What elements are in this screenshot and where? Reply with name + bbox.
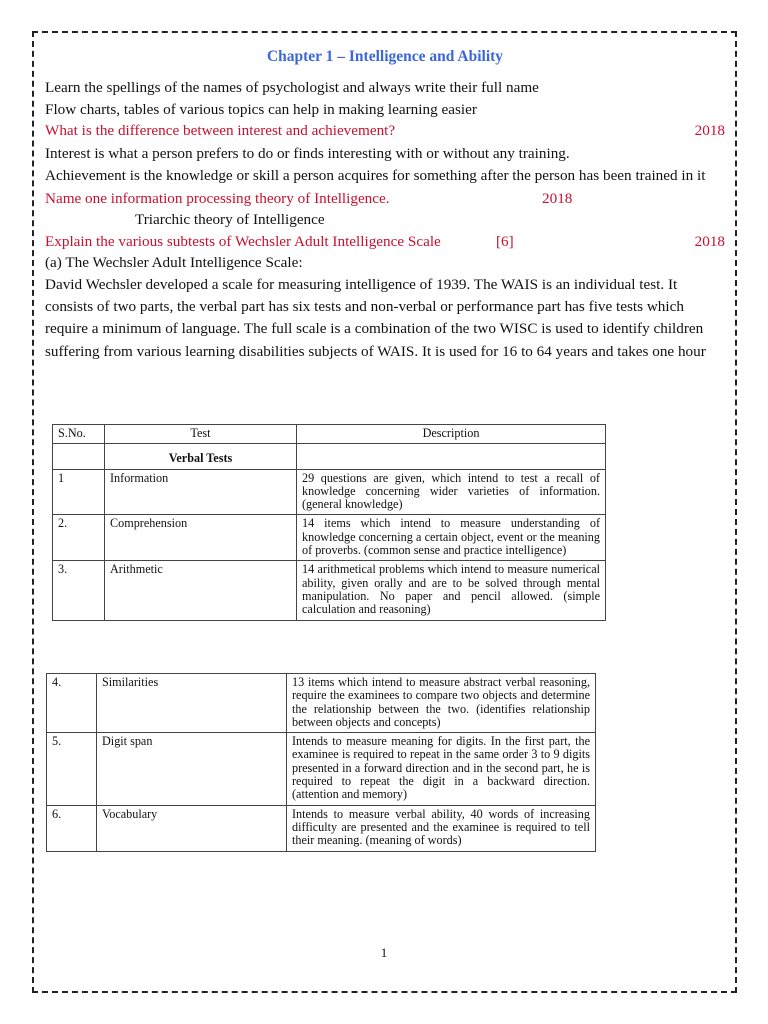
row-test: Digit span: [97, 733, 287, 805]
question-1-year: 2018: [694, 122, 725, 139]
row-description: 13 items which intend to measure abstract verbal reasoning, require the examinees to compare two objects and determine the relationship between the two. (identifies relationship between objects and concepts): [287, 674, 596, 733]
row-test: Arithmetic: [105, 561, 297, 620]
question-2-text: Name one information processing theory of Intelligence.: [45, 189, 390, 207]
table-row: [53, 469, 606, 515]
answer-2: Triarchic theory of Intelligence: [135, 211, 325, 228]
question-3-text: Explain the various subtests of Wechsler Adult Intelligence Scale: [45, 232, 441, 250]
row-test: Similarities: [97, 674, 287, 733]
row-sno: 3.: [53, 561, 105, 620]
row-sno: 4.: [47, 674, 97, 733]
row-description: Intends to measure verbal ability, 40 words of increasing difficulty are presented and the examinee is required to tell their meaning. (meaning of words): [287, 805, 596, 851]
table-row: [47, 733, 596, 805]
question-3-marks: [6]: [496, 232, 514, 250]
row-test: Vocabulary: [97, 805, 287, 851]
table-row: [53, 515, 606, 561]
document-body: [45, 47, 725, 363]
header-description: Description: [297, 425, 606, 444]
row-test: Comprehension: [105, 515, 297, 561]
question-2: [45, 188, 725, 210]
answer-3-paragraph: David Wechsler developed a scale for measuring intelligence of 1939. The WAIS is an individual test. It consists of two parts, the verbal part has six tests and non-verbal or performance part has five tests which require a minimum of language. The full scale is a combination of the two WISC is used to identify children suffering from various learning disabilities subjects of WAIS. It is used for 16 to 64 years and takes one hour: [45, 275, 706, 360]
header-test: Test: [105, 425, 297, 444]
verbal-tests-table: [52, 424, 606, 621]
verbal-tests-table-continued: [46, 673, 596, 852]
question-1-text: What is the difference between interest and achievement?: [45, 122, 396, 139]
intro-line-2: Flow charts, tables of various topics can help in making learning easier: [45, 100, 477, 118]
row-test: Information: [105, 469, 297, 515]
row-description: 29 questions are given, which intend to test a recall of knowledge concerning wider varieties of information. (general knowledge): [297, 469, 606, 515]
answer-1-line-1: Interest is what a person prefers to do or finds interesting with or without any training.: [45, 144, 570, 162]
row-description: 14 arithmetical problems which intend to measure numerical ability, given orally and are to be solved through mental manipulation. No paper and pencil allowed. (simple calculation and reasoning): [297, 561, 606, 620]
row-description: Intends to measure meaning for digits. In the first part, the examinee is required to repeat in the same order 3 to 9 digits presented in a forward direction and in the second part, he is required to repeat the digit in a backward direction. (attention and memory): [287, 733, 596, 805]
row-sno: 6.: [47, 805, 97, 851]
intro-line-1: Learn the spellings of the names of psychologist and always write their full name: [45, 79, 539, 96]
row-sno: 5.: [47, 733, 97, 805]
header-sno: S.No.: [53, 425, 105, 444]
question-3: [45, 231, 725, 253]
question-1: [45, 120, 725, 142]
row-description: 14 items which intend to measure understanding of knowledge concerning a certain object, event or the meaning of proverbs. (common sense and practice intelligence): [297, 515, 606, 561]
table-row: [47, 674, 596, 733]
table-row: [53, 561, 606, 620]
verbal-tests-subheading: Verbal Tests: [105, 444, 297, 469]
chapter-title: Chapter 1 – Intelligence and Ability: [266, 48, 504, 65]
question-3-year: 2018: [694, 232, 725, 250]
table-subheading-row: [53, 444, 606, 469]
answer-3-heading: (a) The Wechsler Adult Intelligence Scale:: [45, 254, 303, 271]
row-sno: 1: [53, 469, 105, 515]
row-sno: 2.: [53, 515, 105, 561]
table-row: [47, 805, 596, 851]
page-number: 1: [380, 945, 388, 960]
question-2-year: 2018: [542, 189, 573, 207]
table-header-row: [53, 425, 606, 444]
answer-1-line-2: Achievement is the knowledge or skill a person acquires for something after the person has been trained in it: [45, 167, 706, 184]
